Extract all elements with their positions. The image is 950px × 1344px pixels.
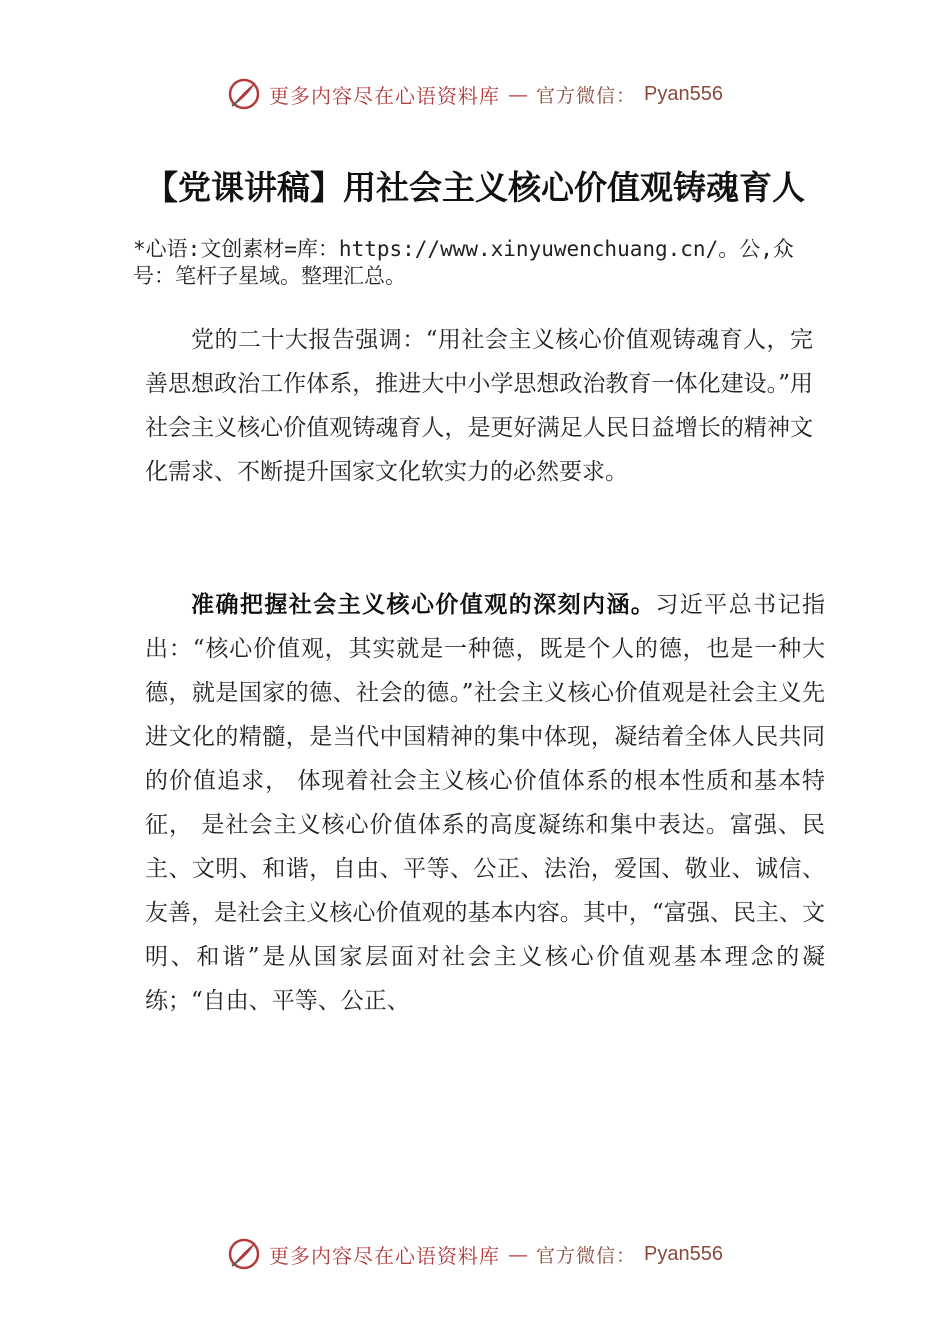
body-paragraph: 党的二十大报告强调：“用社会主义核心价值观铸魂育人，完善思想政治工作体系，推进大中小学思想政治教育一体化建设。”用社会主义核心价值观铸魂育人，是更好满足人民日益增长的精神文化需求、不断提升国家文化软实力的必然要求。 bbox=[145, 327, 813, 485]
banner-separator: — bbox=[508, 82, 528, 106]
section-heading: 准确把握社会主义核心价值观的深刻内涵。 bbox=[191, 592, 656, 618]
banner-text: 更多内容尽在心语资料库 bbox=[269, 1243, 500, 1268]
quill-logo-icon bbox=[227, 1237, 261, 1271]
quill-logo-icon bbox=[227, 77, 261, 111]
banner-separator: — bbox=[508, 1242, 528, 1266]
header-banner bbox=[0, 74, 950, 114]
document-title: 【党课讲稿】用社会主义核心价值观铸魂育人 bbox=[145, 168, 805, 207]
banner-wechat-label: 官方微信： bbox=[536, 84, 637, 107]
body-paragraph-section bbox=[145, 583, 825, 1023]
section-body: 习近平总书记指出：“核心价值观，其实就是一种德，既是个人的德，也是一种大德，就是国家的德、社会的德。”社会主义核心价值观是社会主义先进文化的精髓，是当代中国精神的集中体现，凝结着全体人民共同的价值追求， 体现着社会主义核心价值体系的根本性质和基本特征， 是社会主义核心价值体系的高度凝练和集中表达。富强、民主、文明、和谐，自由、平等、公正、法治，爱国、敬业、诚信、友善，是社会主义核心价值观的基本内容。其中，“富强、民主、文明、和谐”是从国家层面对社会主义核心价值观基本理念的凝练；“自由、平等、公正、 bbox=[145, 592, 826, 1014]
banner-wechat-label: 官方微信： bbox=[536, 1244, 637, 1267]
footer-banner bbox=[0, 1234, 950, 1274]
banner-wechat-id: Pyan556 bbox=[644, 1242, 723, 1265]
banner-text: 更多内容尽在心语资料库 bbox=[269, 83, 500, 108]
source-line: *心语:文创素材=库：https://www.xinyuwenchuang.cn/。公,众号：笔杆子星域。整理汇总。 bbox=[133, 237, 794, 288]
banner-wechat-id: Pyan556 bbox=[644, 82, 723, 105]
